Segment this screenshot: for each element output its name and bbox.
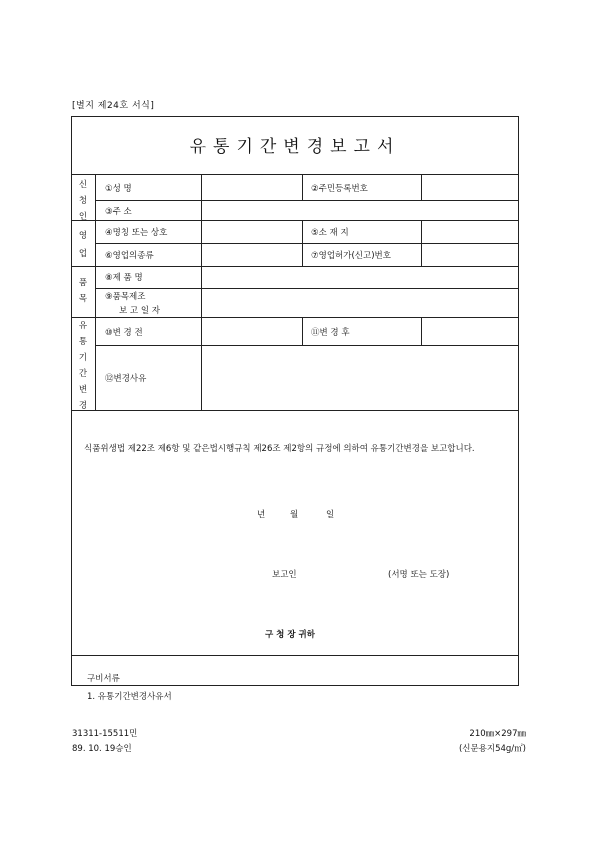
divider: [95, 345, 519, 346]
divider: [95, 174, 96, 410]
divider: [71, 174, 519, 175]
divider: [71, 266, 519, 267]
label-business-name: ④명칭 또는 상호: [105, 228, 168, 238]
date-day: 일: [326, 510, 335, 520]
divider: [302, 220, 303, 266]
group-product-text: 품목: [78, 278, 88, 304]
divider: [95, 243, 519, 244]
report-date-field[interactable]: [203, 290, 517, 315]
form-caption: [별지 제24호 서식]: [72, 101, 155, 111]
label-business-type: ⑥영업의종류: [105, 251, 154, 261]
label-after: ⑪변 경 후: [311, 328, 350, 338]
address-field[interactable]: [203, 202, 517, 218]
divider: [95, 200, 519, 201]
attachments-title: 구비서류: [87, 674, 120, 684]
label-location: ⑤소 재 지: [311, 228, 349, 238]
group-business: [76, 227, 90, 263]
group-applicant-text: 신청인: [78, 180, 88, 222]
divider: [95, 288, 519, 289]
group-change: [76, 318, 90, 414]
label-permit-no: ⑦영업허가(신고)번호: [311, 251, 391, 261]
label-report-date-1: ⑨품목제조: [105, 292, 146, 302]
divider: [421, 317, 422, 345]
group-product: [76, 275, 90, 307]
divider: [71, 317, 519, 318]
divider: [421, 220, 422, 266]
label-reason: ⑫변경사유: [105, 374, 147, 384]
before-field[interactable]: [203, 319, 300, 343]
group-business-text: 영업: [78, 231, 88, 259]
reason-field[interactable]: [203, 347, 517, 408]
divider: [71, 655, 519, 656]
paper-size: 210㎜×297㎜: [469, 729, 526, 739]
divider: [421, 174, 422, 200]
divider: [201, 174, 202, 410]
date-year: 년: [257, 510, 266, 520]
divider: [302, 174, 303, 200]
paper-type: (신문용지54g/㎡): [458, 744, 526, 754]
name-field[interactable]: [203, 176, 300, 198]
location-field[interactable]: [423, 222, 517, 241]
divider: [71, 220, 519, 221]
statement-text: [76, 440, 514, 459]
label-name: ①성 명: [105, 184, 132, 194]
attachments-item: 1. 유통기간변경사유서: [87, 692, 172, 702]
reporter-label: 보고인: [272, 570, 297, 580]
label-address: ③주 소: [105, 207, 132, 217]
label-resident-no: ②주민등록번호: [311, 184, 368, 194]
label-before: ⑩변 경 전: [105, 328, 143, 338]
after-field[interactable]: [423, 319, 517, 343]
permit-no-field[interactable]: [423, 245, 517, 264]
signature-label: (서명 또는 도장): [388, 570, 450, 580]
recipient: 구 청 장 귀하: [265, 630, 315, 640]
business-name-field[interactable]: [203, 222, 300, 241]
group-applicant: [76, 177, 90, 225]
product-name-field[interactable]: [203, 268, 517, 286]
date-month: 월: [290, 510, 299, 520]
statement-content: 식품위생법 제22조 제6항 및 같은법시행규칙 제26조 제2항의 규정에 의하여 유통기간변경을 보고합니다.: [84, 444, 475, 454]
business-type-field[interactable]: [203, 245, 300, 264]
group-change-text: 유통기간변경: [78, 321, 88, 411]
form-number: 31311-15511민: [72, 729, 138, 739]
resident-no-field[interactable]: [423, 176, 517, 198]
label-report-date-2: 보 고 일 자: [119, 306, 160, 316]
approval-date: 89. 10. 19승인: [72, 744, 132, 754]
label-product-name: ⑧제 품 명: [105, 273, 143, 283]
form-title: 유통기간변경보고서: [189, 137, 401, 157]
divider: [302, 317, 303, 345]
divider: [71, 410, 519, 411]
